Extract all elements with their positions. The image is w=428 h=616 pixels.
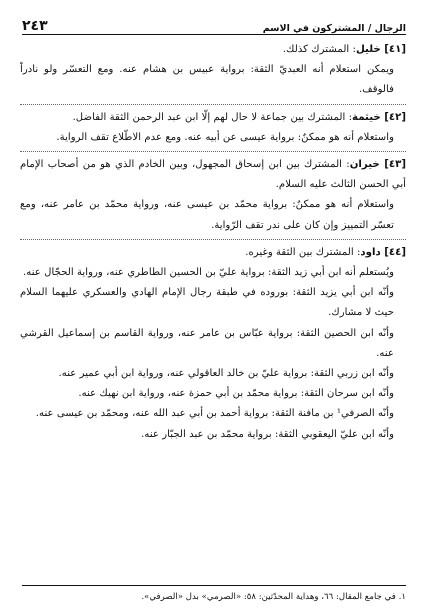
entry-heading: [٤١] خليل <box>355 44 406 55</box>
paragraph <box>20 364 406 384</box>
paragraph-42 <box>20 108 406 128</box>
entry-text: : المشترك بين جماعة لا حال لهم إلّا ابن عبد الرحمن الثقة الفاضل. <box>72 111 353 123</box>
entry-heading: [٤٤] داود <box>360 246 406 258</box>
entry-text: واستعلام أنه هو ممكنٌ: برواية محمّد بن عيسى عنه، ورواية محمّد بن عامر عنه، ومع تعسّر التمييز وإن كان على ندر تقف الرّواية. <box>20 199 394 231</box>
paragraph <box>20 128 406 148</box>
entry-heading: [٤٢] خيثمة <box>352 111 406 123</box>
paragraph <box>20 324 406 364</box>
section-divider <box>20 151 406 152</box>
main-text <box>20 40 406 445</box>
paragraph <box>20 404 406 424</box>
entry-text: وأنّه الصرفي¹ بن مافنة الثقة: برواية أحمد بن أبي عبد الله عنه، ومحمّد بن عيسى عنه. <box>35 408 394 420</box>
section-divider <box>20 239 406 240</box>
entry-text: : المشترك بين ابن إسحاق المجهول، وبين الخادم الذي هو من أصحاب الإمام أبي الحسن الثالث عليه السلام. <box>20 159 406 191</box>
page-number: ٢٤٣ <box>22 18 48 34</box>
section-divider <box>20 104 406 105</box>
entry-text: وأنّه ابن زربي الثقة: برواية عليّ بن خالد العاقولي عنه، ورواية ابن أبي عمير عنه. <box>58 368 394 380</box>
header-rule <box>22 34 406 35</box>
paragraph <box>20 263 406 283</box>
entry-text: وأنّه ابن سرحان الثقة: برواية محمّد بن أبي حمزة عنه، ورواية ابن نهيك عنه. <box>78 388 394 400</box>
running-title: الرجال / المشتركون في الاسم <box>262 23 406 34</box>
footnote-rule <box>22 585 406 586</box>
paragraph-41 <box>20 40 406 60</box>
entry-text: واستعلام أنه هو ممكنٌ: برواية عيسى عن أبيه عنه. ومع عدم الاطّلاع تقف الرواية. <box>56 131 394 143</box>
footnote: ١. في جامع المقال: ٦٦، وهداية المحدّثين: ٥٨: «الصرمي» بدل «الصرفي». <box>141 592 406 602</box>
entry-text: ويُستعلم أنه ابن أبي زيد الثقة: برواية عليّ بن الحسين الطاطري عنه، ورواية الحجّال عنه. <box>23 267 394 279</box>
paragraph <box>20 283 406 323</box>
entry-text: وأنّه ابن الحصين الثقة: برواية عبّاس بن عامر عنه، ورواية القاسم بن إسماعيل القرشي عنه. <box>20 327 394 359</box>
paragraph <box>20 60 406 100</box>
entry-text: وأنّه ابن أبي يزيد الثقة: بوروده في طبقة رجال الإمام الهادي والعسكري عليهما السلام حيث لا مشارك. <box>20 287 394 319</box>
paragraph-44 <box>20 243 406 263</box>
paragraph <box>20 384 406 404</box>
entry-text: : المشترك كذلك. <box>282 44 356 55</box>
entry-heading: [٤٣] خيران <box>349 159 406 171</box>
paragraph <box>20 425 406 445</box>
paragraph-43 <box>20 155 406 195</box>
entry-text: ويمكن استعلام أنه العبديّ الثقة: برواية عبيس بن هشام عنه. ومع التعسّر ولو نادراً فالوقف. <box>20 64 394 96</box>
entry-text: : المشترك بين الثقة وغيره. <box>245 246 361 258</box>
paragraph <box>20 195 406 235</box>
running-header <box>22 12 406 34</box>
entry-text: وأنّه ابن عليّ اليعقوبي الثقة: برواية محمّد بن عبد الجبّار عنه. <box>141 428 394 440</box>
